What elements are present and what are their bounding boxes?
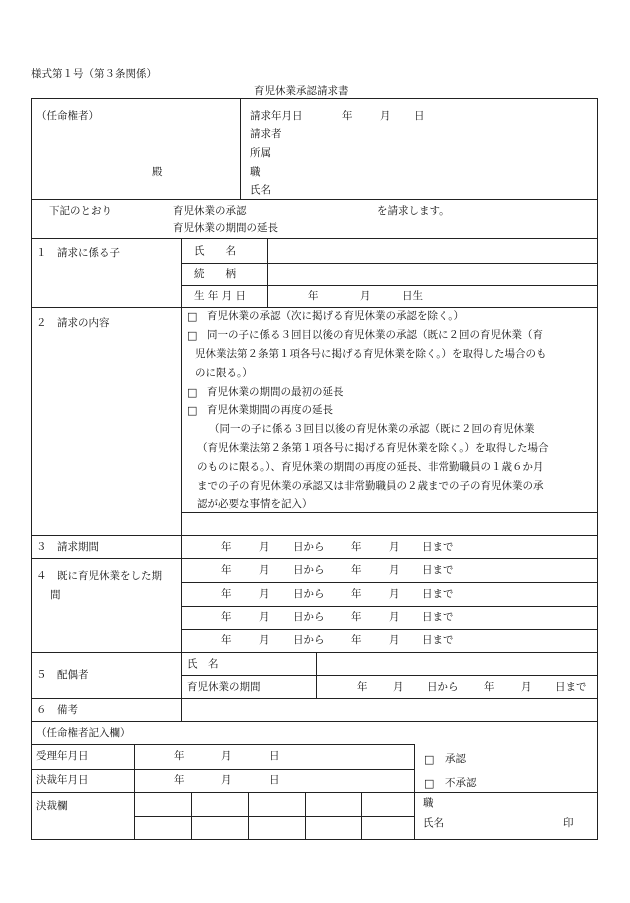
child-birth-label: 生 年 月 日 (194, 290, 247, 302)
period-section-label: ３ 請求期間 (36, 541, 99, 553)
past-start-day: 日から (293, 611, 325, 623)
past-end-year: 年 (351, 611, 362, 623)
past-start-day: 日から (293, 588, 325, 600)
spouse-start-day: 日から (427, 681, 459, 693)
past-end-month: 月 (389, 588, 400, 600)
past-end-day: 日まで (422, 634, 454, 646)
past-end-month: 月 (389, 611, 400, 623)
period-end-month: 月 (389, 541, 400, 553)
decision-column-label: 決裁欄 (36, 800, 68, 812)
spouse-end-day: 日まで (555, 681, 587, 693)
past-start-month: 月 (259, 611, 270, 623)
past-start-month: 月 (259, 564, 270, 576)
past-start-year: 年 (221, 564, 232, 576)
spouse-section-label: ５ 配偶者 (36, 669, 89, 681)
past-end-month: 月 (389, 564, 400, 576)
checkbox-reject[interactable]: □ (424, 777, 435, 790)
content-note-line1: （同一の子に係る３回目以後の育児休業の承認（既に２回の育児休業 (209, 423, 535, 435)
past-start-day: 日から (293, 564, 325, 576)
affiliation-label: 所属 (250, 147, 271, 159)
request-date-day: 日 (414, 110, 425, 122)
past-start-month: 月 (259, 634, 270, 646)
content-section-label: ２ 請求の内容 (36, 317, 110, 329)
past-end-day: 日まで (422, 564, 454, 576)
period-start-day: 日から (293, 541, 325, 553)
past-start-year: 年 (221, 588, 232, 600)
received-month: 月 (221, 750, 232, 762)
authority-header: （任命権者記入欄） (36, 727, 131, 739)
spouse-start-year: 年 (357, 681, 368, 693)
birth-day: 日生 (402, 290, 423, 302)
request-form (31, 98, 598, 840)
form-title: 育児休業承認請求書 (254, 85, 349, 97)
period-end-day: 日まで (422, 541, 454, 553)
approver-position-label: 職 (423, 797, 434, 809)
checkbox-approve[interactable]: □ (424, 753, 435, 766)
content-item-third-line3: のに限る。） (195, 367, 253, 379)
checkbox-approval[interactable]: □ (187, 310, 198, 323)
request-prefix: 下記のとおり (49, 205, 112, 217)
name-label: 氏名 (250, 184, 271, 196)
past-start-month: 月 (259, 588, 270, 600)
content-note-line4: までの子の育児休業の承認又は非常勤職員の２歳までの子の育児休業の承 (197, 480, 544, 492)
checkbox-re-extension[interactable]: □ (187, 404, 198, 417)
request-date-year: 年 (342, 110, 353, 122)
past-start-year: 年 (221, 634, 232, 646)
decided-date-label: 決裁年月日 (36, 774, 89, 786)
form-number: 様式第１号（第３条関係） (31, 68, 157, 80)
request-date-label: 請求年月日 (250, 110, 303, 122)
spouse-end-year: 年 (484, 681, 495, 693)
content-item-first-extension: 育児休業の期間の最初の延長 (207, 386, 344, 398)
request-suffix: を請求します。 (377, 205, 450, 217)
past-leave-label-line1: ４ 既に育児休業をした期 (36, 570, 162, 582)
spouse-period-label: 育児休業の期間 (187, 681, 261, 693)
content-item-approval: 育児休業の承認（次に掲げる育児休業の承認を除く。） (207, 310, 465, 322)
request-option-approval: 育児休業の承認 (173, 205, 247, 217)
spouse-start-month: 月 (393, 681, 404, 693)
past-end-month: 月 (389, 634, 400, 646)
period-start-month: 月 (259, 541, 270, 553)
request-date-month: 月 (380, 110, 391, 122)
decided-year: 年 (174, 774, 185, 786)
received-date-label: 受理年月日 (36, 750, 89, 762)
reject-label: 不承認 (445, 777, 477, 789)
past-start-year: 年 (221, 611, 232, 623)
past-start-day: 日から (293, 634, 325, 646)
request-option-extension: 育児休業の期間の延長 (173, 222, 278, 234)
recipient-label: （任命権者） (36, 110, 99, 122)
content-item-third-line1: 同一の子に係る３回目以後の育児休業の承認（既に２回の育児休業（育 (207, 329, 543, 341)
period-start-year: 年 (221, 541, 232, 553)
spouse-name-label: 氏 名 (187, 658, 219, 670)
child-relation-label: 続 柄 (194, 268, 236, 280)
birth-month: 月 (360, 290, 371, 302)
past-end-day: 日まで (422, 611, 454, 623)
past-end-year: 年 (351, 564, 362, 576)
recipient-honorific: 殿 (152, 166, 163, 178)
decided-month: 月 (221, 774, 232, 786)
past-end-year: 年 (351, 588, 362, 600)
requester-label: 請求者 (250, 128, 282, 140)
child-name-label: 氏 名 (194, 245, 236, 257)
remarks-label: ６ 備考 (36, 704, 78, 716)
content-item-third-line2: 児休業法第２条第１項各号に掲げる育児休業を除く。）を取得した場合のも (195, 348, 547, 360)
content-note-line5: 認が必要な事情を記入） (197, 498, 313, 510)
content-item-re-extension: 育児休業期間の再度の延長 (207, 404, 333, 416)
past-end-year: 年 (351, 634, 362, 646)
spouse-end-month: 月 (521, 681, 532, 693)
content-note-line2: （育児休業法第２条第１項各号に掲げる育児休業を除く。）を取得した場合 (197, 442, 549, 454)
child-section-label: １ 請求に係る子 (36, 247, 120, 259)
content-note-line3: のものに限る。）、育児休業の期間の再度の延長、非常勤職員の１歳６か月 (197, 461, 544, 473)
checkbox-first-extension[interactable]: □ (187, 386, 198, 399)
past-leave-label-line2: 間 (50, 589, 61, 601)
received-day: 日 (269, 750, 280, 762)
position-label: 職 (250, 166, 261, 178)
past-end-day: 日まで (422, 588, 454, 600)
birth-year: 年 (308, 290, 319, 302)
seal-label: 印 (563, 817, 574, 829)
decided-day: 日 (269, 774, 280, 786)
checkbox-third-approval[interactable]: □ (187, 329, 198, 342)
period-end-year: 年 (351, 541, 362, 553)
received-year: 年 (174, 750, 185, 762)
approver-name-label: 氏名 (423, 817, 444, 829)
approve-label: 承認 (445, 753, 466, 765)
